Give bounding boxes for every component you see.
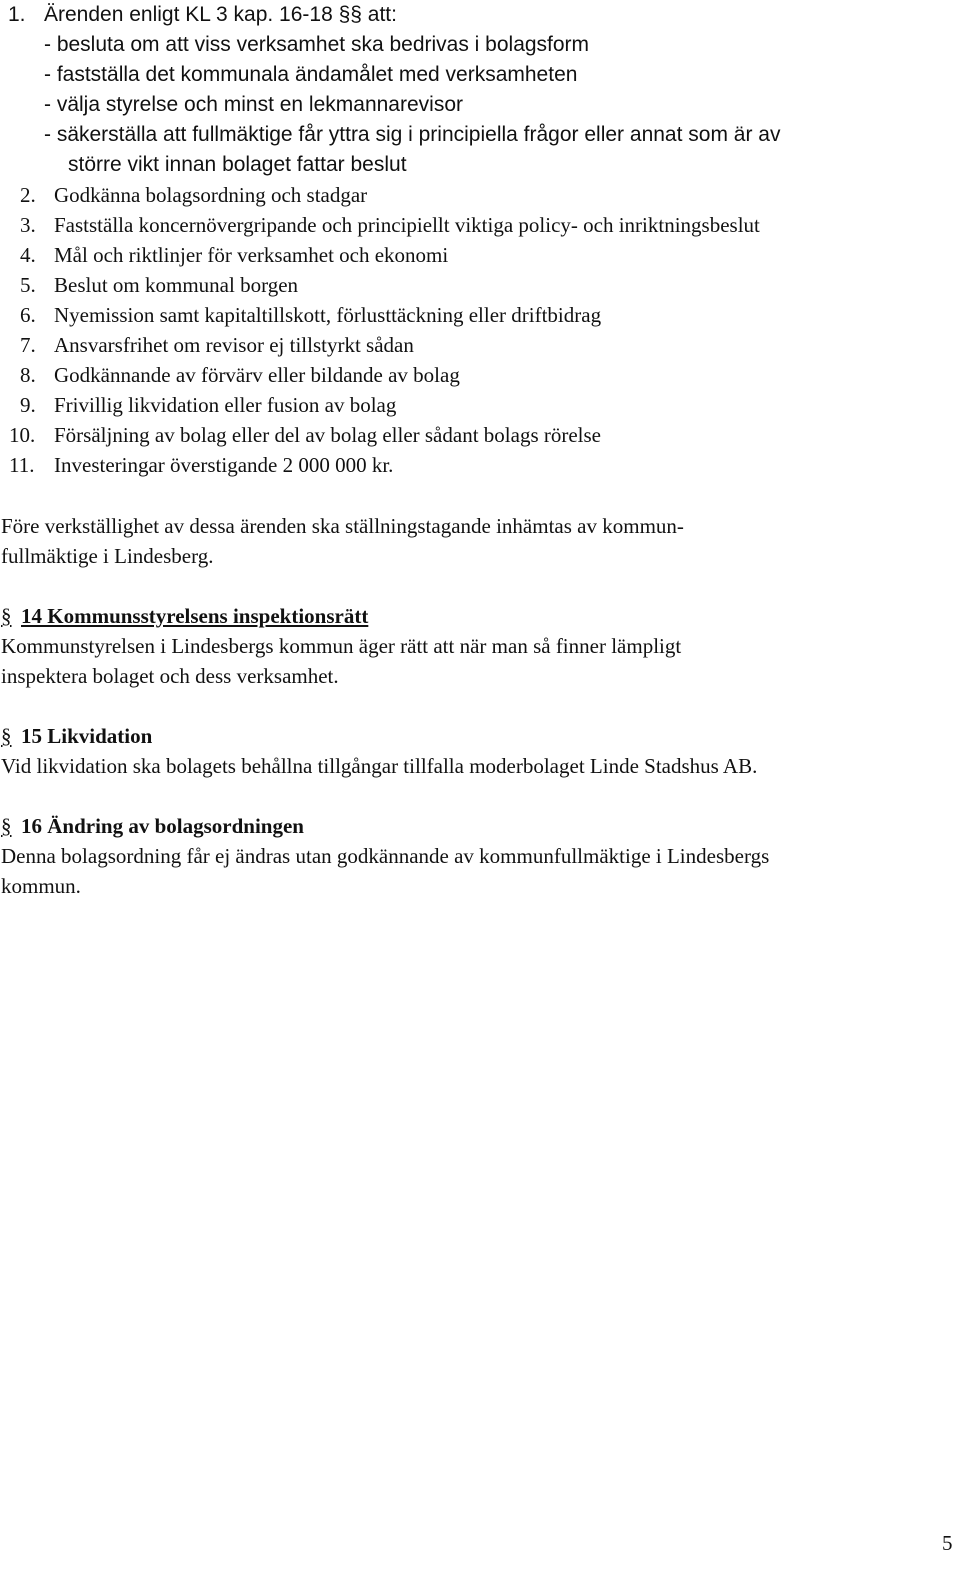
list-item-text: Ärenden enligt KL 3 kap. 16-18 §§ att: (44, 3, 397, 26)
list-item-number: 3. (20, 213, 36, 237)
list-item-text: Nyemission samt kapitaltillskott, förlusttäckning eller driftbidrag (54, 303, 602, 327)
section-heading (1, 811, 941, 841)
list-item-number: 9. (20, 393, 36, 417)
list-subitem: - säkerställa att fullmäktige får yttra sig i principiella frågor eller annat som är av (44, 123, 781, 146)
section-line: Denna bolagsordning får ej ändras utan godkännande av kommunfullmäktige i Lindesbergs (1, 844, 770, 868)
list-item-text: Godkännande av förvärv eller bildande av bolag (54, 363, 460, 387)
list-item-number: 8. (20, 363, 36, 387)
list-item-number: 10. (9, 423, 36, 447)
section-heading (1, 601, 941, 631)
list-item-text: Godkänna bolagsordning och stadgar (54, 183, 368, 207)
list-item-number: 7. (20, 333, 36, 357)
section-title: 15 Likvidation (21, 724, 153, 748)
list-subitem: - fastställa det kommunala ändamålet med verksamheten (44, 63, 578, 86)
list-item (0, 210, 950, 240)
paragraph-symbol: § (1, 604, 12, 628)
list-item (0, 300, 950, 330)
list-item-text: Investeringar överstigande 2 000 000 kr. (54, 453, 394, 477)
list-item-number: 4. (20, 243, 36, 267)
list-item (0, 390, 950, 420)
section-line: Kommunstyrelsen i Lindesbergs kommun äger rätt att när man så finner lämpligt (1, 634, 682, 658)
list-item-text: Frivillig likvidation eller fusion av bolag (54, 393, 397, 417)
list-item-number: 5. (20, 273, 36, 297)
list-item-number: 11. (9, 453, 35, 477)
section-title: 14 Kommunsstyrelsens inspektionsrätt (21, 604, 369, 628)
list-item (0, 240, 950, 270)
list-item (0, 450, 950, 480)
list-item-text: Ansvarsfrihet om revisor ej tillstyrkt sådan (54, 333, 414, 357)
section-line: Vid likvidation ska bolagets behållna tillgångar tillfalla moderbolaget Linde Stadshus AB. (1, 754, 758, 778)
list-item-text: Mål och riktlinjer för verksamhet och ekonomi (54, 243, 449, 267)
list-subitem: - besluta om att viss verksamhet ska bedrivas i bolagsform (44, 33, 590, 56)
list-item-number: 2. (20, 183, 36, 207)
list-subitem: - välja styrelse och minst en lekmannarevisor (44, 93, 463, 116)
list-item (8, 0, 908, 30)
list-item-text: Beslut om kommunal borgen (54, 273, 299, 297)
list-item (0, 330, 950, 360)
list-item (0, 360, 950, 390)
section-line: kommun. (1, 874, 81, 898)
paragraph-symbol: § (1, 724, 12, 748)
list-item-text: Försäljning av bolag eller del av bolag eller sådant bolags rörelse (54, 423, 601, 447)
section-line: inspektera bolaget och dess verksamhet. (1, 664, 339, 688)
list-item (0, 270, 950, 300)
paragraph-symbol: § (1, 814, 12, 838)
list-item-number: 6. (20, 303, 36, 327)
list-item (0, 420, 950, 450)
note-line: Före verkställighet av dessa ärenden ska ställningstagande inhämtas av kommun- (1, 514, 684, 538)
list-item-number: 1. (8, 3, 26, 26)
list-item-text: Fastställa koncernövergripande och principiellt viktiga policy- och inriktningsbeslut (54, 213, 760, 237)
page-number: 5 (942, 1531, 953, 1555)
list-item (0, 180, 950, 210)
section-heading (1, 721, 941, 751)
note-line: fullmäktige i Lindesberg. (1, 544, 214, 568)
section-title: 16 Ändring av bolagsordningen (21, 814, 304, 838)
list-subitem-continuation: större vikt innan bolaget fattar beslut (68, 153, 407, 176)
